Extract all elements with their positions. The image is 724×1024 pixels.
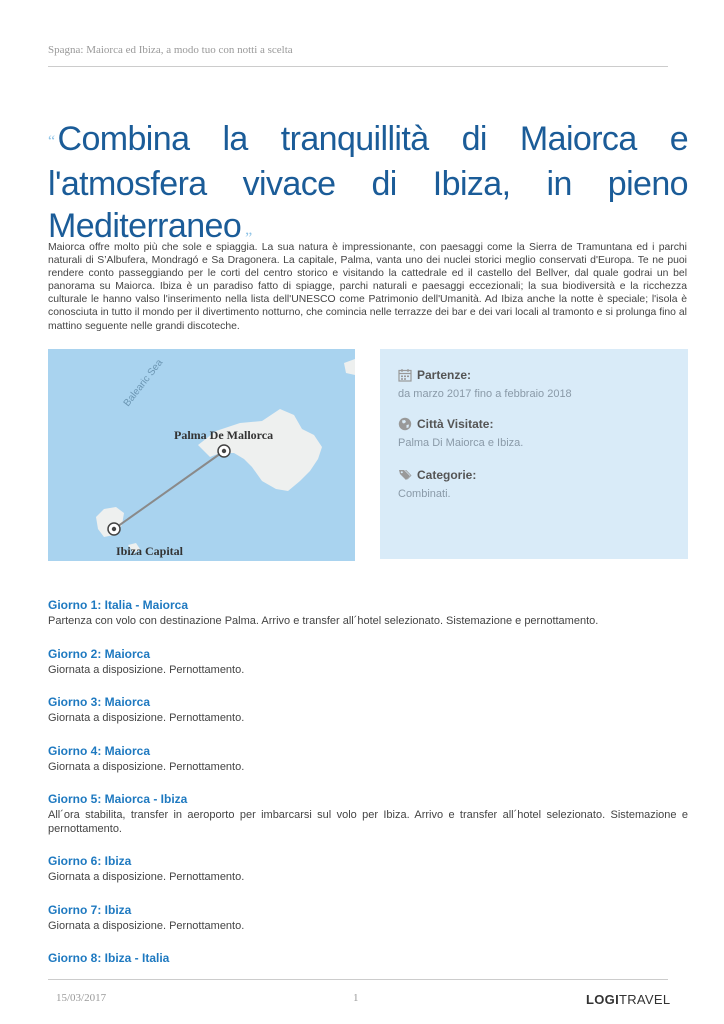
- day-title: Giorno 7: Ibiza: [48, 902, 132, 917]
- categories-section: [398, 468, 476, 500]
- logo-rest-text: TRAVEL: [618, 992, 671, 1007]
- day-description: Giornata a disposizione. Pernottamento.: [48, 760, 245, 773]
- cities-section: [398, 417, 523, 449]
- sea-label: Balearic Sea: [121, 357, 166, 409]
- itinerary-day: [48, 598, 688, 629]
- itinerary-day: [48, 854, 688, 885]
- departures-title: Partenze:: [417, 368, 472, 382]
- intro-paragraph: Maiorca offre molto più che sole e spiaggia. La sua natura è impressionante, con paesaggi come la Sierra de Tramuntana ed i parchi naturali di S’Albufera, Mondragó e Sa Dragonera. La capitale, Palma, vanta uno dei nuclei storici meglio conservati d'Europa. Te ne puoi rendere conto passeggiando per le corti del centro storico e visitando la cattedrale ed il castello del Bellver, dal quale godrai un bel panorama su Maiorca. Ibiza è un paradiso fatto di spiagge, parchi naturali e paesaggi eccezionali; la sua biodiversità e la ricchezza culturale le hanno valso l'inserimento nella lista dell'UNESCO come Patrimonio dell'Umanità. Ad Ibiza anche la notte è speciale; l'isola è conosciuta in tutto il mondo per il divertimento notturno, che comincia nelle terrazze dei bar e dei vari locali al tramonto e si prolunga fino al mattino seguente nelle grandi discoteche.: [48, 242, 687, 332]
- departures-value: da marzo 2017 fino a febbraio 2018: [398, 388, 572, 400]
- route-map: [48, 349, 355, 561]
- page-header: Spagna: Maiorca ed Ibiza, a modo tuo con notti a scelta: [48, 44, 293, 56]
- itinerary-day: [48, 951, 688, 965]
- footer-divider: [48, 979, 668, 980]
- itinerary-day: [48, 647, 688, 678]
- footer-date: 15/03/2017: [56, 992, 107, 1004]
- globe-icon: [398, 417, 412, 431]
- page-title-text: Combina la tranquillità di Maiorca e l'atmosfera vivace di Ibiza, in pieno Mediterraneo: [48, 120, 688, 245]
- close-quote-icon: ”: [245, 230, 252, 247]
- logo-bold-text: LOGI: [586, 992, 619, 1007]
- page-number: 1: [353, 992, 359, 1004]
- itinerary-day: [48, 695, 688, 726]
- trip-info-panel: [380, 349, 688, 559]
- day-title: Giorno 1: Italia - Maiorca: [48, 598, 189, 612]
- palma-label: Palma De Mallorca: [174, 428, 274, 442]
- cities-value: Palma Di Maiorca e Ibiza.: [398, 437, 524, 449]
- day-description: Giornata a disposizione. Pernottamento.: [48, 712, 245, 724]
- ibiza-label: Ibiza Capital: [116, 544, 184, 558]
- header-divider: [48, 66, 668, 67]
- day-title: Giorno 5: Maiorca - Ibiza: [48, 792, 188, 806]
- tags-icon: [398, 468, 412, 482]
- day-title: Giorno 3: Maiorca: [48, 695, 151, 709]
- day-description: All´ora stabilita, transfer in aeroporto per imbarcarsi sul volo per Ibiza. Arrivo e transfer all´hotel selezionato. Sistemazione e pernottamento.: [48, 809, 688, 835]
- page-title: [48, 118, 688, 260]
- title-block: [48, 118, 688, 260]
- itinerary-day: [48, 792, 688, 836]
- day-description: Giornata a disposizione. Pernottamento.: [48, 919, 245, 932]
- day-title: Giorno 6: Ibiza: [48, 854, 132, 868]
- itinerary-day: [48, 903, 688, 934]
- day-title: Giorno 2: Maiorca: [48, 646, 151, 661]
- calendar-icon: [398, 368, 412, 382]
- day-title: Giorno 8: Ibiza - Italia: [48, 951, 170, 965]
- itinerary-day: [48, 744, 688, 775]
- departures-section: [398, 368, 572, 400]
- ibiza-marker: [108, 523, 120, 535]
- palma-marker: [218, 445, 230, 457]
- itinerary: [48, 598, 688, 965]
- day-description: Partenza con volo con destinazione Palma. Arrivo e transfer all´hotel selezionato. Sistemazione e pernottamento.: [48, 615, 599, 627]
- day-description: Giornata a disposizione. Pernottamento.: [48, 871, 245, 883]
- categories-title: Categorie:: [417, 468, 477, 482]
- open-quote-icon: “: [48, 133, 55, 150]
- day-title: Giorno 4: Maiorca: [48, 743, 151, 758]
- cities-title: Città Visitate:: [417, 417, 494, 431]
- day-description: Giornata a disposizione. Pernottamento.: [48, 663, 245, 676]
- logitravel-logo: [586, 992, 670, 1007]
- categories-value: Combinati.: [398, 488, 451, 500]
